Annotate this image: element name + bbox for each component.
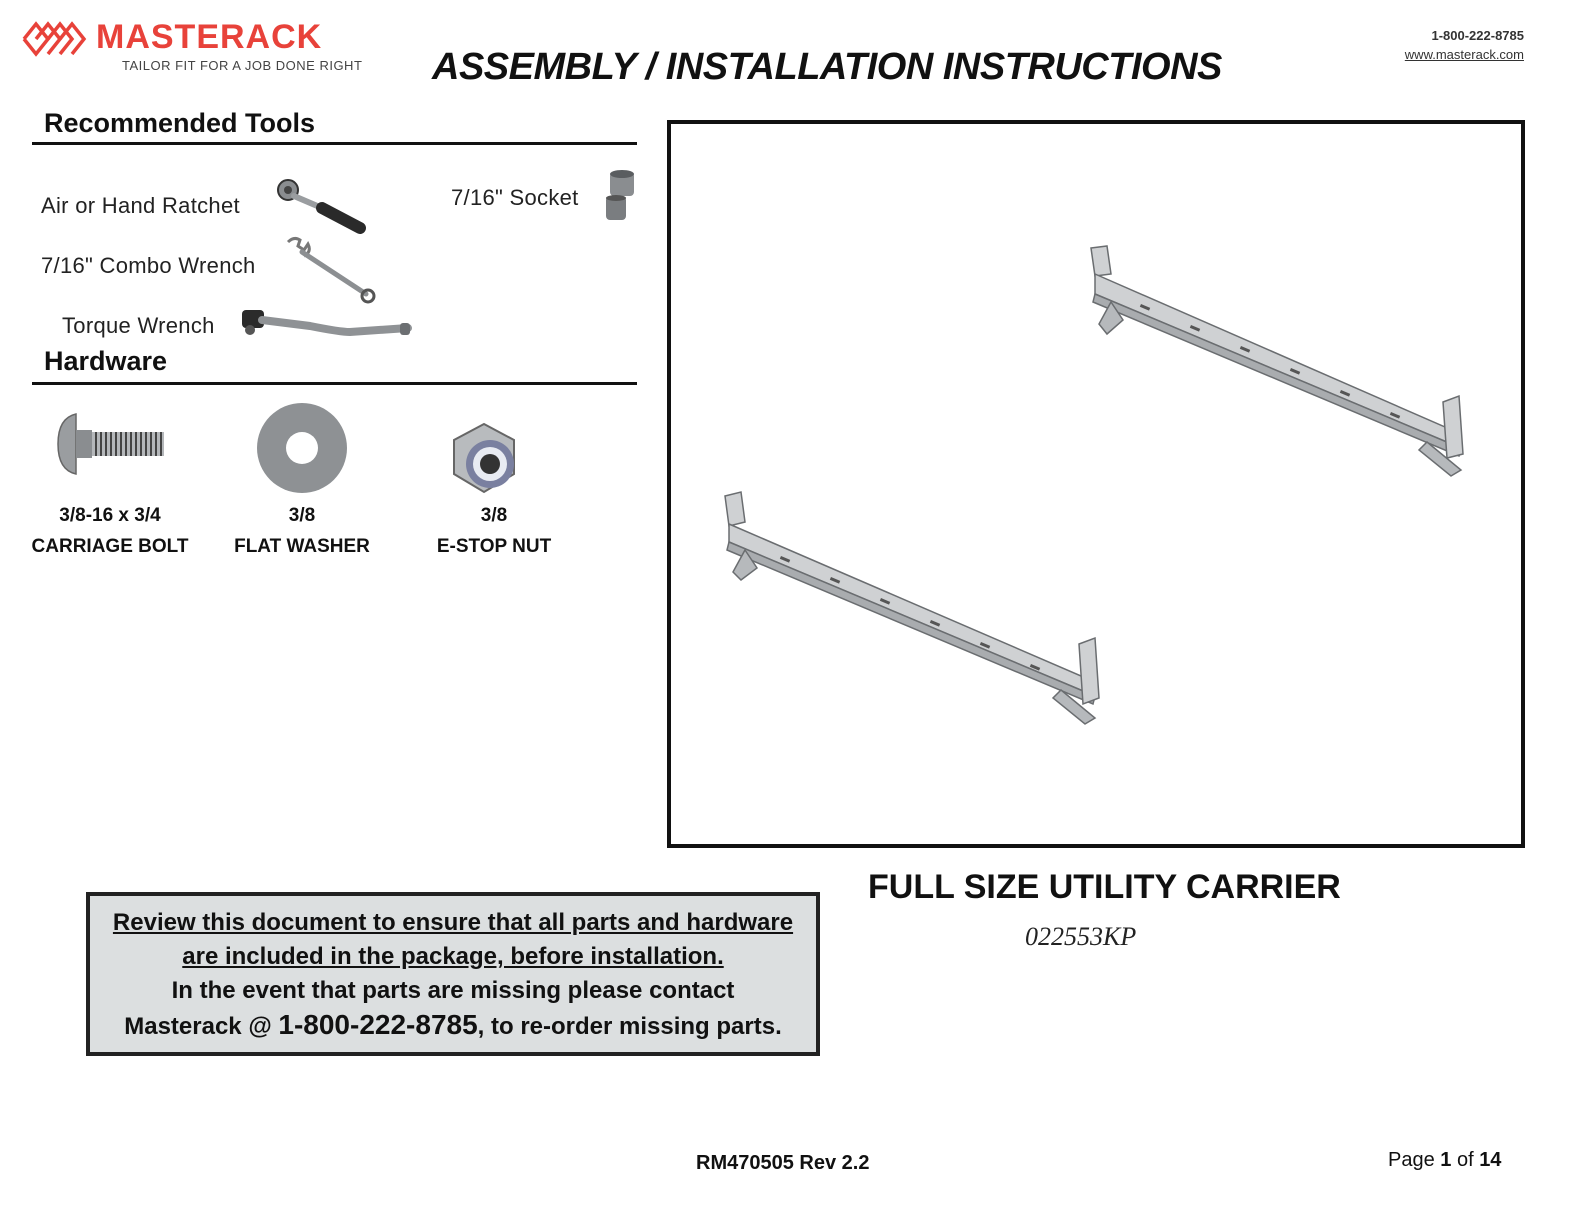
- tool-label-socket: 7/16" Socket: [451, 185, 579, 210]
- tools-heading: Recommended Tools: [44, 108, 316, 138]
- hardware-item-carriage-bolt: [10, 500, 210, 562]
- tool-label-ratchet: Air or Hand Ratchet: [41, 193, 240, 218]
- page-total: 14: [1479, 1149, 1502, 1171]
- document-title: ASSEMBLY / INSTALLATION INSTRUCTIONS: [432, 46, 1222, 88]
- e-stop-nut-icon: [446, 420, 522, 496]
- notice-line-4: [90, 1008, 816, 1044]
- utility-carrier-illustration: [671, 124, 1521, 844]
- masterack-logo-icon: [22, 18, 88, 60]
- contact-phone: 1-800-222-8785: [1431, 28, 1524, 43]
- combo-wrench-icon: [284, 236, 380, 304]
- hardware-name: CARRIAGE BOLT: [31, 536, 189, 557]
- hardware-name: E-STOP NUT: [436, 536, 552, 557]
- document-revision: RM470505 Rev 2.2: [696, 1152, 870, 1174]
- hardware-size: 3/8: [288, 505, 316, 526]
- hardware-name: FLAT WASHER: [234, 536, 370, 557]
- brand-logo: [22, 14, 412, 76]
- socket-icon: [602, 168, 638, 224]
- tools-divider: [32, 142, 637, 145]
- hardware-item-e-stop-nut: [394, 500, 594, 562]
- notice-phone: 1-800-222-8785: [278, 1009, 478, 1040]
- product-number: 022553KP: [1025, 922, 1137, 951]
- parts-notice-box: [86, 892, 820, 1056]
- hardware-divider: [32, 382, 637, 385]
- brand-name: MASTERACK: [96, 18, 323, 56]
- tool-label-torque-wrench: Torque Wrench: [62, 313, 215, 338]
- notice-line-2: are included in the package, before installation.: [182, 943, 724, 970]
- contact-website-link[interactable]: www.masterack.com: [1404, 47, 1524, 62]
- flat-washer-icon: [256, 402, 348, 494]
- page-prefix: Page: [1388, 1149, 1441, 1171]
- carriage-bolt-icon: [56, 410, 168, 478]
- notice-line-3: In the event that parts are missing please contact: [171, 977, 735, 1004]
- tool-label-combo-wrench: 7/16" Combo Wrench: [41, 253, 256, 278]
- notice-line-1: Review this document to ensure that all parts and hardware: [112, 909, 794, 936]
- torque-wrench-icon: [240, 306, 414, 344]
- crossbar-front: [725, 492, 1099, 724]
- product-title: FULL SIZE UTILITY CARRIER: [868, 868, 1341, 906]
- notice-contact-prefix: Masterack @: [124, 1013, 279, 1040]
- hardware-size: 3/8-16 x 3/4: [59, 505, 161, 526]
- page-of: of: [1451, 1149, 1480, 1171]
- notice-contact-suffix: , to re-order missing parts.: [477, 1013, 782, 1040]
- ratchet-icon: [274, 178, 368, 236]
- hardware-heading: Hardware: [44, 346, 168, 376]
- page-number: [1388, 1149, 1501, 1172]
- hardware-size: 3/8: [480, 505, 508, 526]
- contact-info: [1405, 28, 1524, 62]
- product-illustration-frame: [667, 120, 1525, 848]
- brand-tagline: TAILOR FIT FOR A JOB DONE RIGHT: [122, 58, 363, 73]
- hardware-item-flat-washer: [202, 500, 402, 562]
- page-current: 1: [1440, 1149, 1452, 1171]
- crossbar-rear: [1091, 246, 1463, 476]
